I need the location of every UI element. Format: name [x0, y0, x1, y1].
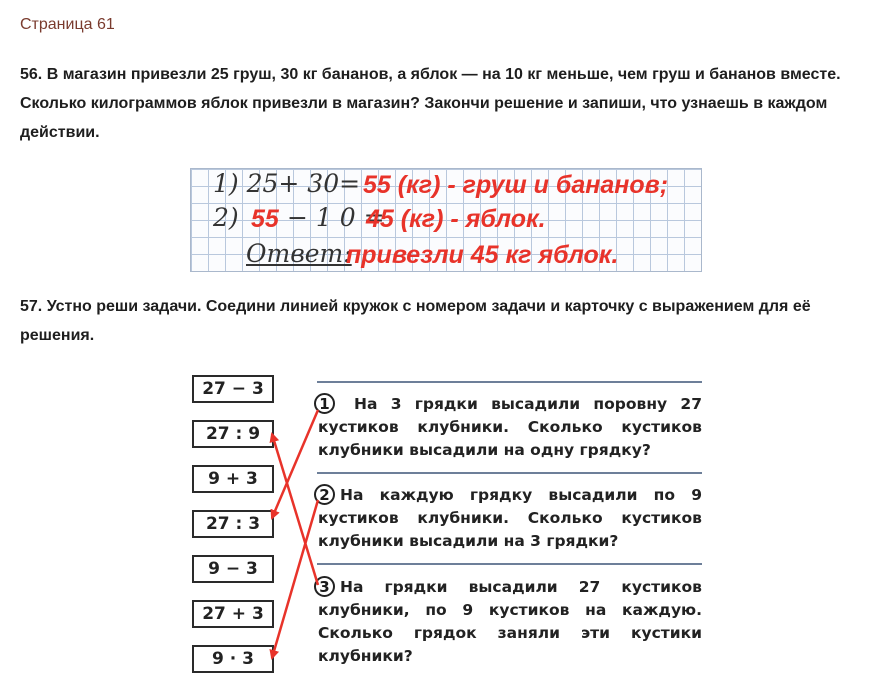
expression-card: 27 : 9 [192, 420, 274, 448]
expression-card: 27 − 3 [192, 375, 274, 403]
solution-step-1-expression: 1) 25+ 30= [213, 169, 361, 198]
problem-3-text: На грядки высадили 27 кустиков клубники, по 9 кустиков на каждую. Сколько грядок заняли эти кустики клубники? [318, 578, 702, 665]
page-heading: Страница 61 [20, 16, 115, 33]
expression-card: 9 · 3 [192, 645, 274, 673]
answer-label: Ответ: [246, 239, 352, 268]
problem-number-circle[interactable]: 2 [314, 484, 335, 505]
connection-line-3 [272, 434, 318, 585]
solution-step-2-answer: 45 (кг) - яблок. [366, 205, 546, 233]
problem-number-circle[interactable]: 1 [314, 393, 335, 414]
task-56-text: 56. В магазин привезли 25 груш, 30 кг бананов, а яблок — на 10 кг меньше, чем груш и бананов вместе. Сколько килограммов яблок привезли в магазин? Закончи решение и запиши, что узнаешь в каждом действии. [20, 66, 841, 141]
problem-1-text: На 3 грядки высадили поровну 27 кустиков клубники. Сколько кустиков клубники высадили на одну грядку? [318, 395, 702, 459]
solution-step-2-red-number: 55 [251, 205, 279, 233]
problem-2-text: На каждую грядку высадили по 9 кустиков клубники. Сколько кустиков клубники высадили на 3 грядки? [318, 486, 702, 550]
expression-card: 27 + 3 [192, 600, 274, 628]
problem-number-circle[interactable]: 3 [314, 576, 335, 597]
answer-text: привезли 45 кг яблок. [346, 241, 619, 269]
connection-line-1 [272, 410, 318, 518]
connection-line-2 [272, 500, 318, 658]
expression-card: 27 : 3 [192, 510, 274, 538]
solution-step-1-answer: 55 (кг) - груш и бананов; [363, 171, 669, 199]
solution-step-2-expression: − 1 0 = [287, 203, 385, 232]
task-57-text: 57. Устно реши задачи. Соедини линией кружок с номером задачи и карточку с выражением для её решения. [20, 298, 811, 344]
expression-card: 9 + 3 [192, 465, 274, 493]
expression-card: 9 − 3 [192, 555, 274, 583]
solution-step-2-number: 2) [213, 203, 239, 232]
